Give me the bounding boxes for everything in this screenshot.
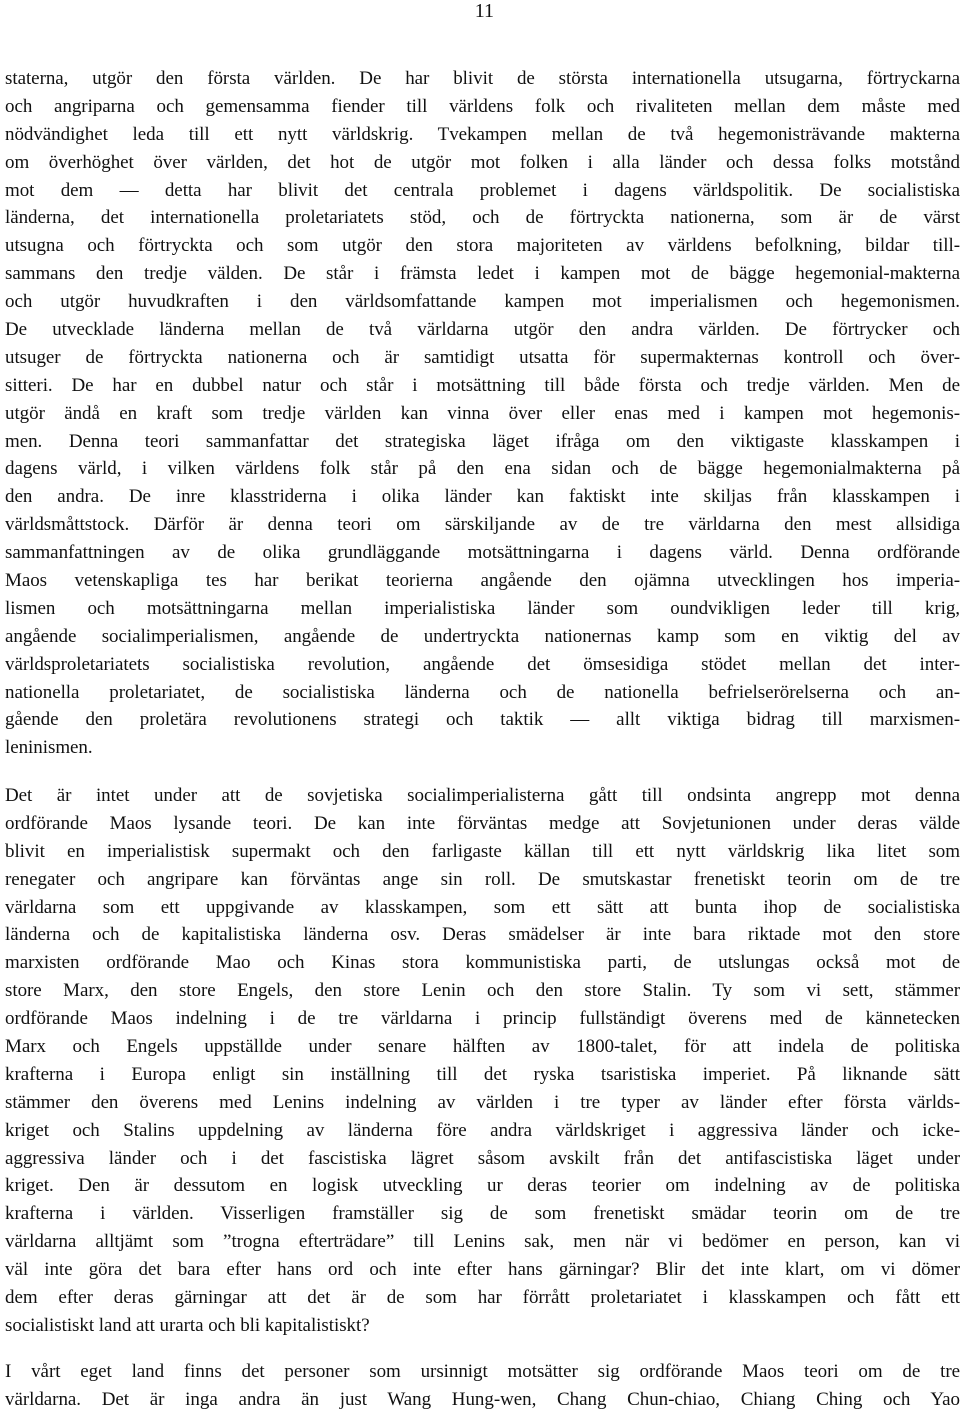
text-line: renegater och angripare kan förväntas ange sin roll. De smutskastar frenetiskt teorin om de tre bbox=[5, 868, 960, 890]
text-line: ordförande Maos lysande teori. De kan inte förväntas medge att Sovjetunionen under deras välde bbox=[5, 812, 960, 834]
text-line: stämmer den överens med Lenins indelning av världen i tre typer av länder efter första världs- bbox=[5, 1091, 960, 1113]
text-line: väl inte göra det bara efter hans ord och inte efter hans gärningar? Blir det inte klart, om vi dömer bbox=[5, 1259, 960, 1281]
text-line: lismen och motsättningarna mellan imperialistiska länder som oundvikligen leder till krig, bbox=[5, 597, 960, 619]
text-line: ordförande Maos indelning i de tre världarna i princip fullständigt överens med de kännetecken bbox=[5, 1008, 960, 1030]
text-line: angående socialimperialismen, angående de undertryckta nationernas kamp som en viktig del av bbox=[5, 625, 960, 647]
text-line: länderna, det internationella proletariatets stöd, och de förtryckta nationerna, som är de värst bbox=[5, 207, 960, 229]
text-line: och angriparna och gemensamma fiender till världens folk och rivaliteten mellan dem måste med bbox=[5, 95, 960, 117]
text-line: utgör ändå en kraft som tredje världen kan vinna över eller enas med i kampen mot hegemonis- bbox=[5, 402, 960, 424]
text-line: världsproletariatets socialistiska revolution, angående det ömsesidiga stödet mellan det inter- bbox=[5, 653, 960, 675]
text-line: sammans den tredje välden. De står i främsta ledet i kampen mot de bägge hegemonial-makterna bbox=[5, 263, 960, 285]
text-line: nationella proletariatet, de socialistiska länderna och de nationella befrielserörelserna och an- bbox=[5, 681, 960, 703]
text-line: De utvecklade länderna mellan de två världarna utgör den andra världen. De förtrycker och bbox=[5, 319, 960, 341]
paragraph-1 bbox=[5, 65, 960, 762]
text-line: länderna och de kapitalistiska länderna osv. Deras smädelser är inte bara riktade mot den store bbox=[5, 924, 960, 946]
text-line: staterna, utgör den första världen. De har blivit de största internationella utsugarna, förtryckarna bbox=[5, 68, 960, 89]
text-line: I vårt eget land finns det personer som ursinnigt motsätter sig ordförande Maos teori om de tre bbox=[5, 1361, 960, 1382]
text-line: aggressiva länder och i det fascistiska lägret såsom avskilt från det antifascistiska läget under bbox=[5, 1147, 960, 1169]
text-line: och utgör huvudkraften i den världsomfattande kampen mot imperialismen och hegemonismen. bbox=[5, 291, 960, 313]
text-line: krafterna i Europa enligt sin inställning till det ryska tsaristiska imperiet. På liknande sätt bbox=[5, 1063, 960, 1085]
text-line: världarna alltjämt som ”trogna efterträdare” till Lenins sak, men när vi bedömer en person, kan vi bbox=[5, 1231, 960, 1253]
text-line: nödvändighet leda till ett nytt världskrig. Tvekampen mellan de två hegemonisträvande makterna bbox=[5, 123, 960, 145]
text-line: leninismen. bbox=[5, 737, 93, 759]
text-line: dem efter deras gärningar att det är de som har förrått proletariatet i klasskampen och fått ett bbox=[5, 1287, 960, 1309]
text-line: världarna som ett uppgivande av klasskampen, som ett sätt att bunta ihop de socialistiska bbox=[5, 896, 960, 918]
text-line: sammanfattningen av de olika grundläggande motsättningarna i dagens värld. Denna ordförande bbox=[5, 542, 960, 564]
text-line: världarna. Det är inga andra än just Wang Hung-wen, Chang Chun-chiao, Chiang Ching och Yao bbox=[5, 1388, 960, 1410]
text-line: store Marx, den store Engels, den store Lenin och den store Stalin. Ty som vi sett, stämmer bbox=[5, 980, 960, 1002]
paragraph-3 bbox=[5, 1358, 960, 1414]
text-line: kriget. Den är dessutom en logisk utveckling ur deras teorier om indelning av de politiska bbox=[5, 1175, 960, 1197]
text-line: men. Denna teori sammanfattar det strategiska läget ifråga om den viktigaste klasskampen i bbox=[5, 430, 960, 452]
text-line: kriget och Stalins uppdelning av länderna före andra världskriget i aggressiva länder och icke- bbox=[5, 1119, 960, 1141]
text-line: krafterna i världen. Visserligen framställer sig de som frenetiskt smädar teorin om de tre bbox=[5, 1203, 960, 1225]
text-line: mot dem — detta har blivit det centrala problemet i dagens världspolitik. De socialistiska bbox=[5, 179, 960, 201]
text-line: om överhöghet över världen, det hot de utgör mot folken i alla länder och dessa folks motstånd bbox=[5, 151, 960, 173]
text-line: blivit en imperialistisk supermakt och den farligaste källan till ett nytt världskrig lika litet som bbox=[5, 840, 960, 862]
page-number: 11 bbox=[474, 0, 494, 22]
text-line: Maos vetenskapliga tes har berikat teorierna angående den ojämna utvecklingen hos imperia- bbox=[5, 570, 960, 592]
text-line: världsmåttstock. Därför är denna teori om särskiljande av de tre världarna den mest allsidiga bbox=[5, 514, 960, 536]
text-line: Det är intet under att de sovjetiska socialimperialisterna gått till ondsinta angrepp mot denna bbox=[5, 785, 960, 806]
text-line: utsugna och förtryckta och som utgör den stora majoriteten av världens befolkning, bildar till- bbox=[5, 235, 960, 257]
text-line: dagens värld, i vilken världens folk står på den ena sidan och de bägge hegemonialmakterna på bbox=[5, 458, 960, 480]
text-line: socialistiskt land att urarta och bli kapitalistiskt? bbox=[5, 1314, 370, 1336]
paragraph-2 bbox=[5, 782, 960, 1340]
text-line: utsuger de förtryckta nationerna och är samtidigt utsatta för supermakternas kontroll och över- bbox=[5, 346, 960, 368]
text-line: sitteri. De har en dubbel natur och står i motsättning till både första och tredje världen. Men de bbox=[5, 374, 960, 396]
text-line: gående den proletära revolutionens strategi och taktik — allt viktiga bidrag till marxismen- bbox=[5, 709, 960, 731]
text-line: Marx och Engels uppställde under senare hälften av 1800-talet, för att indela de politiska bbox=[5, 1036, 960, 1058]
text-line: marxisten ordförande Mao och Kinas stora kommunistiska parti, de utslungas också mot de bbox=[5, 952, 960, 974]
text-line: den andra. De inre klasstriderna i olika länder kan faktiskt inte skiljas från klasskampen i bbox=[5, 486, 960, 508]
